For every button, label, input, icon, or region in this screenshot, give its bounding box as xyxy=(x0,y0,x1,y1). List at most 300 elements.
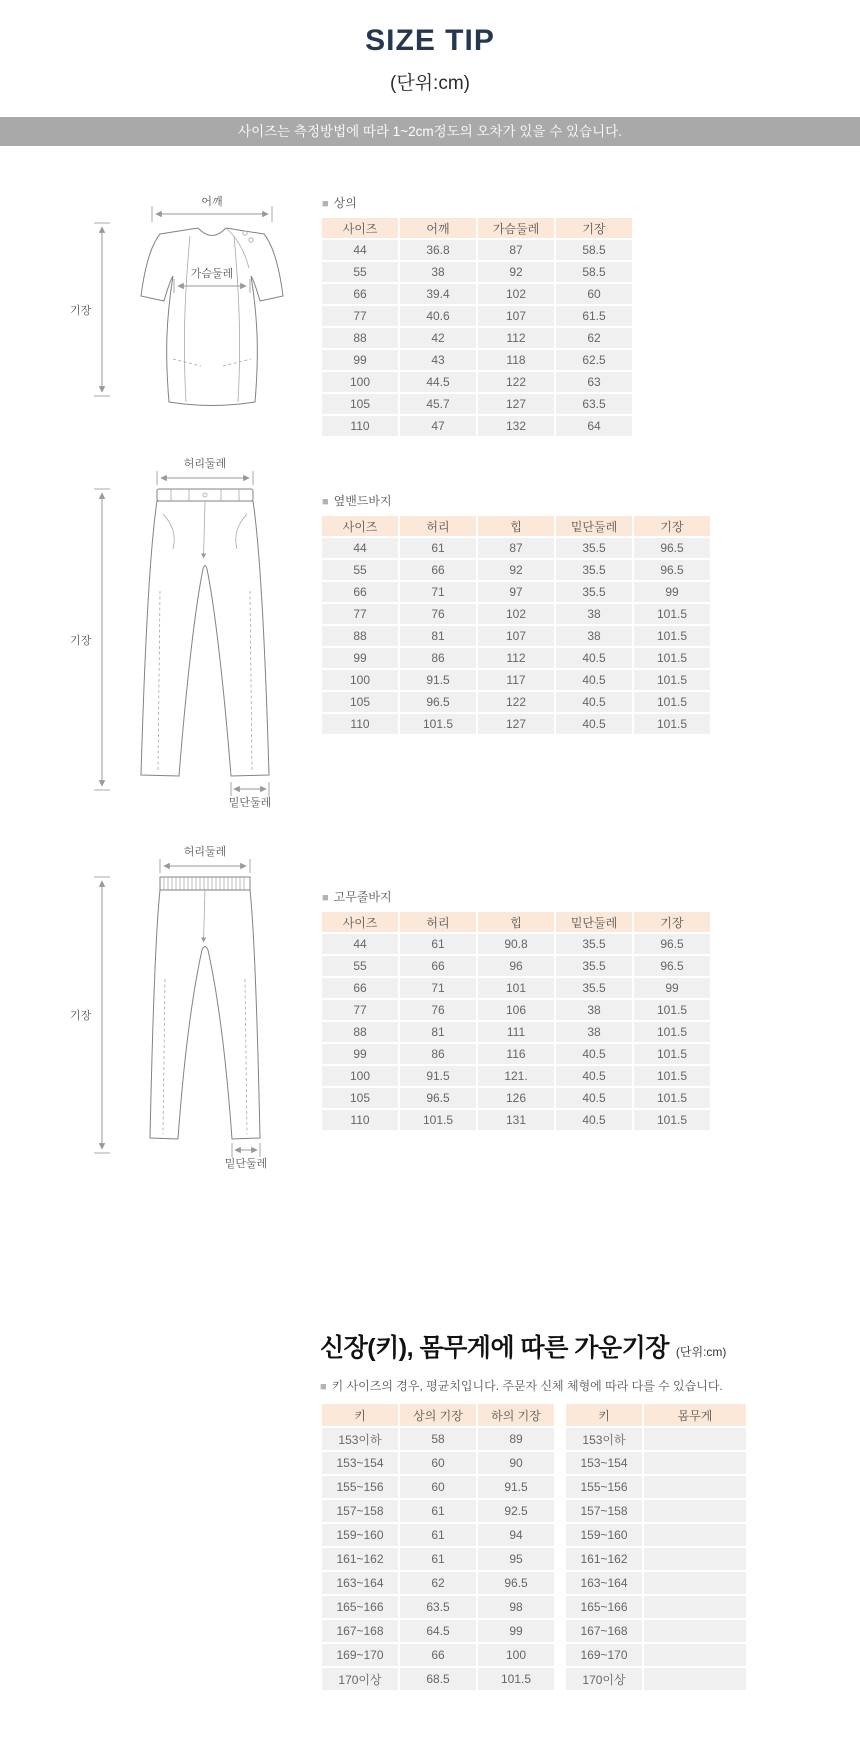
table-cell: 61 xyxy=(400,538,476,558)
table-row xyxy=(322,262,632,282)
table-cell xyxy=(644,1476,746,1498)
table-row xyxy=(322,582,710,602)
table-cell: 55 xyxy=(322,956,398,976)
table-cell: 91.5 xyxy=(400,670,476,690)
table-cell: 38 xyxy=(556,1000,632,1020)
table-row xyxy=(322,350,632,370)
table-row xyxy=(322,1452,554,1474)
length-dim-label: 기장 xyxy=(70,305,92,317)
table-row xyxy=(566,1428,746,1450)
table-cell xyxy=(644,1644,746,1666)
table-cell: 61 xyxy=(400,1500,476,1522)
table-cell: 58.5 xyxy=(556,262,632,282)
table-row xyxy=(322,956,710,976)
table-cell: 39.4 xyxy=(400,284,476,304)
table-row xyxy=(322,626,710,646)
length-dim-label: 기장 xyxy=(70,1010,92,1022)
table-cell: 90.8 xyxy=(478,934,554,954)
table-cell: 44 xyxy=(322,934,398,954)
table-cell: 99 xyxy=(322,1044,398,1064)
table-row xyxy=(322,1548,554,1570)
table-cell: 81 xyxy=(400,1022,476,1042)
table-cell xyxy=(644,1524,746,1546)
table-cell: 101.5 xyxy=(634,1088,710,1108)
table-cell: 159~160 xyxy=(322,1524,398,1546)
header-row xyxy=(322,516,710,536)
table-cell: 66 xyxy=(400,956,476,976)
bullet-icon: ■ xyxy=(322,198,329,210)
table-cell: 132 xyxy=(478,416,554,436)
table-row xyxy=(322,934,710,954)
table-row xyxy=(322,692,710,712)
table-cell: 105 xyxy=(322,1088,398,1108)
table-cell: 96.5 xyxy=(400,692,476,712)
pants-outline xyxy=(150,890,260,1139)
table-cell: 107 xyxy=(478,306,554,326)
table-cell: 40.5 xyxy=(556,670,632,690)
section-label xyxy=(322,888,712,905)
table-cell: 62 xyxy=(556,328,632,348)
section-elastic-pants xyxy=(62,844,860,1170)
table-cell: 71 xyxy=(400,978,476,998)
table-cell: 100 xyxy=(322,1066,398,1086)
table-row xyxy=(566,1524,746,1546)
pocket-right xyxy=(223,359,251,366)
table-cell: 36.8 xyxy=(400,240,476,260)
table-cell: 101.5 xyxy=(634,1000,710,1020)
table-cell: 167~168 xyxy=(322,1620,398,1642)
table-row xyxy=(566,1572,746,1594)
table-cell: 91.5 xyxy=(478,1476,554,1498)
table-cell: 43 xyxy=(400,350,476,370)
column-header: 키 xyxy=(322,1404,398,1426)
table-row xyxy=(322,714,710,734)
table-cell: 170이상 xyxy=(566,1668,642,1690)
table-cell: 153~154 xyxy=(566,1452,642,1474)
fly-line xyxy=(204,890,206,942)
table-row xyxy=(322,1668,554,1690)
table-row xyxy=(322,394,632,414)
table-cell: 99 xyxy=(634,582,710,602)
table-cell: 87 xyxy=(478,538,554,558)
table-cell: 112 xyxy=(478,328,554,348)
table-row xyxy=(566,1548,746,1570)
table-cell: 101.5 xyxy=(400,1110,476,1130)
fly-line xyxy=(204,501,206,558)
bullet-icon: ■ xyxy=(322,892,329,904)
table-row xyxy=(322,1644,554,1666)
table-cell: 155~156 xyxy=(322,1476,398,1498)
gown-title: 신장(키), 몸무게에 따른 가운기장 xyxy=(320,1334,669,1362)
section-label-text: 옆밴드바지 xyxy=(333,494,392,508)
table-cell: 111 xyxy=(478,1022,554,1042)
table-cell: 40.5 xyxy=(556,1088,632,1108)
table-row xyxy=(322,1110,710,1130)
table-cell xyxy=(644,1428,746,1450)
table-cell: 68.5 xyxy=(400,1668,476,1690)
table-cell: 61.5 xyxy=(556,306,632,326)
table-cell: 66 xyxy=(322,284,398,304)
column-header: 기장 xyxy=(634,516,710,536)
table-cell xyxy=(644,1596,746,1618)
table-row xyxy=(322,1500,554,1522)
table-cell: 40.5 xyxy=(556,1044,632,1064)
length-dim-label: 기장 xyxy=(70,635,92,647)
table-cell: 76 xyxy=(400,604,476,624)
table-cell: 61 xyxy=(400,934,476,954)
table-cell: 35.5 xyxy=(556,582,632,602)
table-cell: 153이하 xyxy=(566,1428,642,1450)
table-row xyxy=(322,1572,554,1594)
gown-note-text: 키 사이즈의 경우, 평균치입니다. 주문자 신체 체형에 따라 다를 수 있습니다. xyxy=(331,1379,723,1393)
table-cell: 153~154 xyxy=(322,1452,398,1474)
table-cell: 101.5 xyxy=(634,1066,710,1086)
column-header: 키 xyxy=(566,1404,642,1426)
elastic-pants-table-block xyxy=(320,888,712,1132)
table-cell: 40.5 xyxy=(556,1066,632,1086)
column-header: 상의 기장 xyxy=(400,1404,476,1426)
hem-dim-label: 밑단둘레 xyxy=(228,797,272,808)
table-cell: 35.5 xyxy=(556,538,632,558)
table-cell: 92 xyxy=(478,262,554,282)
table-cell: 90 xyxy=(478,1452,554,1474)
side-band-pants-table-block xyxy=(320,492,712,736)
table-cell: 40.6 xyxy=(400,306,476,326)
table-cell: 99 xyxy=(322,648,398,668)
table-cell: 170이상 xyxy=(322,1668,398,1690)
table-cell: 96.5 xyxy=(400,1088,476,1108)
table-cell: 96.5 xyxy=(634,956,710,976)
table-cell: 38 xyxy=(556,604,632,624)
table-cell xyxy=(644,1452,746,1474)
table-row xyxy=(566,1476,746,1498)
top-table-block xyxy=(320,194,634,438)
table-cell: 95 xyxy=(478,1548,554,1570)
hem-dim-label: 밑단둘레 xyxy=(224,1158,268,1170)
table-cell: 38 xyxy=(556,1022,632,1042)
table-cell: 165~166 xyxy=(322,1596,398,1618)
table-cell: 131 xyxy=(478,1110,554,1130)
table-cell xyxy=(644,1548,746,1570)
table-cell: 97 xyxy=(478,582,554,602)
table-cell: 100 xyxy=(322,372,398,392)
table-cell: 99 xyxy=(634,978,710,998)
table-cell: 121. xyxy=(478,1066,554,1086)
table-cell: 40.5 xyxy=(556,692,632,712)
table-cell: 101.5 xyxy=(634,670,710,690)
table-cell: 86 xyxy=(400,648,476,668)
column-header: 힙 xyxy=(478,516,554,536)
table-cell: 62.5 xyxy=(556,350,632,370)
table-row xyxy=(566,1668,746,1690)
table-cell: 87 xyxy=(478,240,554,260)
table-cell: 88 xyxy=(322,626,398,646)
side-band-pants-diagram xyxy=(62,456,320,808)
table-cell: 86 xyxy=(400,1044,476,1064)
table-cell: 45.7 xyxy=(400,394,476,414)
table-cell: 98 xyxy=(478,1596,554,1618)
table-cell: 165~166 xyxy=(566,1596,642,1618)
table-cell: 122 xyxy=(478,692,554,712)
table-cell: 77 xyxy=(322,306,398,326)
column-header: 사이즈 xyxy=(322,912,398,932)
table-cell: 40.5 xyxy=(556,648,632,668)
table-cell: 157~158 xyxy=(322,1500,398,1522)
table-row xyxy=(322,284,632,304)
elastic-pants-size-table xyxy=(320,910,712,1132)
table-cell: 157~158 xyxy=(566,1500,642,1522)
table-cell: 127 xyxy=(478,394,554,414)
table-cell: 101.5 xyxy=(634,714,710,734)
table-cell: 101.5 xyxy=(634,626,710,646)
table-cell: 44.5 xyxy=(400,372,476,392)
table-cell: 92 xyxy=(478,560,554,580)
table-cell: 167~168 xyxy=(566,1620,642,1642)
table-cell: 38 xyxy=(556,626,632,646)
table-cell: 102 xyxy=(478,604,554,624)
crease-left xyxy=(158,591,160,770)
table-cell: 58 xyxy=(400,1428,476,1450)
top-garment-diagram xyxy=(62,190,320,410)
table-cell: 155~156 xyxy=(566,1476,642,1498)
table-row xyxy=(566,1500,746,1522)
table-row xyxy=(322,978,710,998)
table-cell: 101.5 xyxy=(634,1110,710,1130)
table-cell: 100 xyxy=(322,670,398,690)
column-header: 허리 xyxy=(400,516,476,536)
table-cell: 163~164 xyxy=(322,1572,398,1594)
section-label-text: 상의 xyxy=(333,196,357,210)
gown-tables xyxy=(320,1402,860,1692)
table-cell: 61 xyxy=(400,1548,476,1570)
table-cell: 153이하 xyxy=(322,1428,398,1450)
table-cell: 77 xyxy=(322,604,398,624)
table-row xyxy=(322,1428,554,1450)
table-cell: 110 xyxy=(322,416,398,436)
table-cell: 169~170 xyxy=(566,1644,642,1666)
table-cell: 161~162 xyxy=(566,1548,642,1570)
table-cell: 81 xyxy=(400,626,476,646)
table-cell: 101.5 xyxy=(478,1668,554,1690)
waist-dim-label: 허리둘레 xyxy=(183,458,227,470)
table-row xyxy=(322,1066,710,1086)
table-cell: 64.5 xyxy=(400,1620,476,1642)
button xyxy=(249,238,253,242)
notice-banner: 사이즈는 측정방법에 따라 1~2cm정도의 오차가 있을 수 있습니다. xyxy=(0,117,860,146)
table-cell: 96.5 xyxy=(634,560,710,580)
table-cell xyxy=(644,1572,746,1594)
table-row xyxy=(322,328,632,348)
table-row xyxy=(322,372,632,392)
table-row xyxy=(322,1022,710,1042)
table-cell: 61 xyxy=(400,1524,476,1546)
table-cell: 117 xyxy=(478,670,554,690)
table-cell: 58.5 xyxy=(556,240,632,260)
column-header: 사이즈 xyxy=(322,218,398,238)
table-cell: 112 xyxy=(478,648,554,668)
table-cell: 91.5 xyxy=(400,1066,476,1086)
pocket-right xyxy=(236,514,247,549)
table-cell: 62 xyxy=(400,1572,476,1594)
table-cell: 55 xyxy=(322,262,398,282)
top-outline xyxy=(141,228,283,406)
table-cell: 159~160 xyxy=(566,1524,642,1546)
table-cell: 118 xyxy=(478,350,554,370)
neckline xyxy=(198,228,226,236)
table-cell: 88 xyxy=(322,328,398,348)
table-row xyxy=(322,1476,554,1498)
table-cell: 76 xyxy=(400,1000,476,1020)
section-label xyxy=(322,194,634,211)
table-cell: 101.5 xyxy=(634,648,710,668)
height-length-table xyxy=(320,1402,556,1692)
table-cell: 161~162 xyxy=(322,1548,398,1570)
table-cell: 42 xyxy=(400,328,476,348)
header-row xyxy=(566,1404,746,1426)
bullet-icon: ■ xyxy=(320,1381,327,1393)
table-cell: 60 xyxy=(400,1476,476,1498)
crease-right xyxy=(245,979,247,1134)
unit-label: (단위:cm) xyxy=(390,73,470,94)
shoulder-dim-label: 어깨 xyxy=(201,196,223,208)
table-cell: 66 xyxy=(400,560,476,580)
column-header: 기장 xyxy=(634,912,710,932)
table-cell: 66 xyxy=(400,1644,476,1666)
section-top xyxy=(62,190,860,438)
table-cell: 60 xyxy=(556,284,632,304)
table-cell: 40.5 xyxy=(556,1110,632,1130)
column-header: 몸무게 xyxy=(644,1404,746,1426)
table-row xyxy=(322,1044,710,1064)
column-header: 하의 기장 xyxy=(478,1404,554,1426)
table-cell: 107 xyxy=(478,626,554,646)
column-header: 허리 xyxy=(400,912,476,932)
table-cell: 35.5 xyxy=(556,978,632,998)
elastic-pants-diagram xyxy=(62,844,320,1170)
table-row xyxy=(322,306,632,326)
table-row xyxy=(566,1596,746,1618)
princess-seam-left xyxy=(184,236,190,402)
table-cell: 35.5 xyxy=(556,934,632,954)
table-row xyxy=(322,416,632,436)
header-row xyxy=(322,1404,554,1426)
page-header xyxy=(0,0,860,95)
table-cell: 64 xyxy=(556,416,632,436)
table-cell: 63 xyxy=(556,372,632,392)
table-cell: 47 xyxy=(400,416,476,436)
waist-dim-label: 허리둘레 xyxy=(183,846,227,858)
table-cell: 100 xyxy=(478,1644,554,1666)
page-title: SIZE TIP xyxy=(365,24,495,57)
header-row xyxy=(322,218,632,238)
side-band-pants-size-table xyxy=(320,514,712,736)
section-label-text: 고무줄바지 xyxy=(333,890,392,904)
table-cell: 106 xyxy=(478,1000,554,1020)
table-cell: 101 xyxy=(478,978,554,998)
table-row xyxy=(322,1000,710,1020)
table-cell: 63.5 xyxy=(400,1596,476,1618)
table-cell: 55 xyxy=(322,560,398,580)
table-row xyxy=(566,1644,746,1666)
column-header: 힙 xyxy=(478,912,554,932)
table-row xyxy=(322,1088,710,1108)
table-row xyxy=(322,648,710,668)
header-row xyxy=(322,912,710,932)
table-cell: 89 xyxy=(478,1428,554,1450)
table-cell: 92.5 xyxy=(478,1500,554,1522)
table-cell: 96.5 xyxy=(634,934,710,954)
table-cell: 110 xyxy=(322,1110,398,1130)
table-cell: 71 xyxy=(400,582,476,602)
table-cell: 101.5 xyxy=(634,604,710,624)
table-cell: 63.5 xyxy=(556,394,632,414)
table-cell: 105 xyxy=(322,394,398,414)
gown-length-section xyxy=(320,1328,860,1692)
table-row xyxy=(322,560,710,580)
top-size-table xyxy=(320,216,634,438)
gown-note xyxy=(320,1377,860,1394)
table-cell: 122 xyxy=(478,372,554,392)
section-side-band-pants xyxy=(62,456,860,808)
table-cell: 101.5 xyxy=(634,692,710,712)
table-row xyxy=(322,604,710,624)
table-cell: 77 xyxy=(322,1000,398,1020)
section-label xyxy=(322,492,712,509)
elastic-waistband xyxy=(160,877,250,890)
table-row xyxy=(322,1620,554,1642)
table-cell: 96 xyxy=(478,956,554,976)
table-row xyxy=(322,538,710,558)
table-cell: 99 xyxy=(322,350,398,370)
table-cell: 127 xyxy=(478,714,554,734)
table-cell: 94 xyxy=(478,1524,554,1546)
table-cell: 126 xyxy=(478,1088,554,1108)
pocket-left xyxy=(173,359,201,366)
table-cell: 44 xyxy=(322,538,398,558)
elastic-hatch xyxy=(164,877,244,890)
column-header: 밑단둘레 xyxy=(556,912,632,932)
table-row xyxy=(566,1452,746,1474)
table-cell: 116 xyxy=(478,1044,554,1064)
princess-seam-right xyxy=(234,236,240,402)
column-header: 어깨 xyxy=(400,218,476,238)
table-cell: 40.5 xyxy=(556,714,632,734)
table-cell: 110 xyxy=(322,714,398,734)
table-cell: 60 xyxy=(400,1452,476,1474)
table-cell: 169~170 xyxy=(322,1644,398,1666)
table-row xyxy=(322,240,632,260)
column-header: 사이즈 xyxy=(322,516,398,536)
table-cell: 102 xyxy=(478,284,554,304)
table-cell: 44 xyxy=(322,240,398,260)
table-cell xyxy=(644,1500,746,1522)
table-cell xyxy=(644,1620,746,1642)
front-closure-seam xyxy=(226,228,249,268)
table-row xyxy=(322,670,710,690)
gown-title-row xyxy=(320,1328,860,1364)
table-cell: 38 xyxy=(400,262,476,282)
chest-dim-label: 가슴둘레 xyxy=(190,268,234,280)
column-header: 밑단둘레 xyxy=(556,516,632,536)
table-cell: 88 xyxy=(322,1022,398,1042)
table-cell xyxy=(644,1668,746,1690)
table-cell: 101.5 xyxy=(400,714,476,734)
crease-left xyxy=(163,979,165,1134)
column-header: 기장 xyxy=(556,218,632,238)
table-cell: 66 xyxy=(322,978,398,998)
bullet-icon: ■ xyxy=(322,496,329,508)
table-cell: 35.5 xyxy=(556,956,632,976)
